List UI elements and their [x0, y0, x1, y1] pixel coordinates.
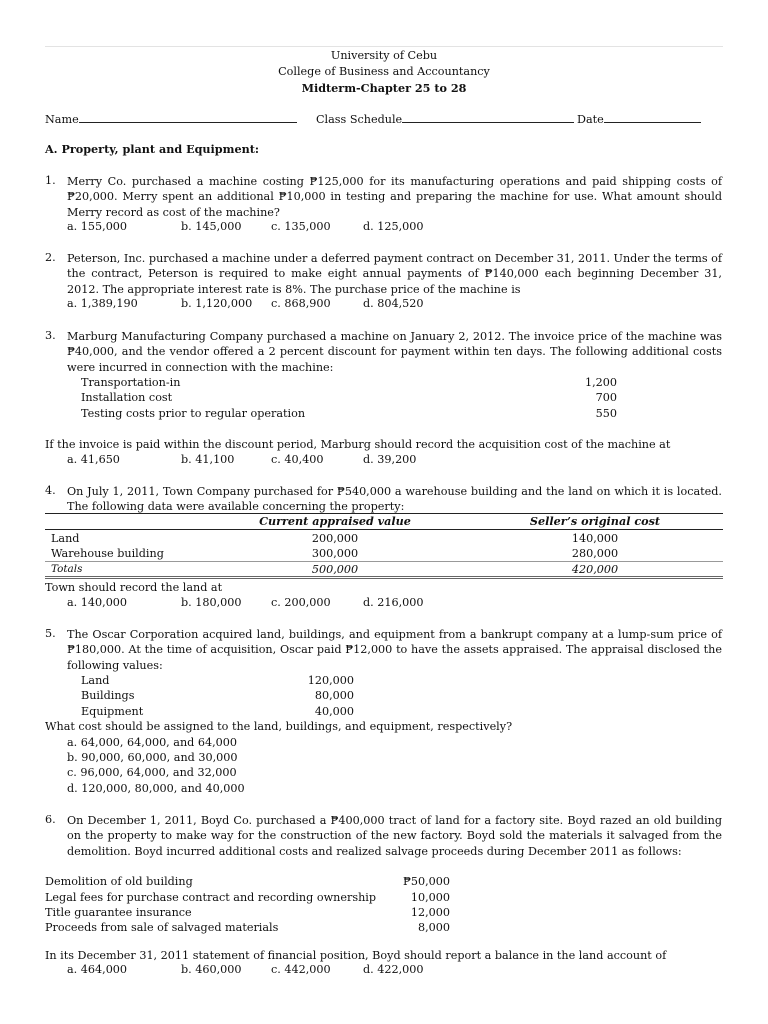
q6-cost-label-3: Title guarantee insurance: [45, 906, 192, 919]
q5-value-label-1: Land: [81, 674, 110, 687]
q6-cost-label-2: Legal fees for purchase contract and recording ownership: [45, 891, 377, 904]
name-blank[interactable]: [79, 111, 297, 123]
q6-option-c[interactable]: c. 442,000: [271, 963, 331, 976]
table-header-original: Seller’s original cost: [529, 514, 661, 528]
q2-option-d[interactable]: d. 804,520: [363, 297, 424, 310]
exam-title: Midterm-Chapter 25 to 28: [301, 81, 467, 95]
q1-number: 1.: [45, 174, 56, 187]
q1-option-c[interactable]: c. 135,000: [271, 220, 331, 233]
q6-options: [67, 963, 453, 976]
q5-option-b[interactable]: b. 90,000, 60,000, and 30,000: [67, 751, 238, 764]
q6-cost-value-1: ₱50,000: [402, 875, 450, 888]
q2-option-b[interactable]: b. 1,120,000: [181, 297, 253, 310]
section-title: A. Property, plant and Equipment:: [45, 142, 260, 156]
q4-option-a[interactable]: a. 140,000: [67, 596, 128, 609]
q3-option-a[interactable]: a. 41,650: [67, 453, 120, 466]
q3-text: Marburg Manufacturing Company purchased a machine on January 2, 2012. The invoice price of the machine was ₱40,000, and the vendor offered a 2 percent discount for payment within ten days. The following additional costs were incurred in connection with the machine:: [67, 330, 722, 374]
q6-number: 6.: [45, 813, 56, 826]
date-label: Date: [577, 113, 604, 126]
schedule-blank[interactable]: [402, 111, 574, 123]
q4-options: [67, 596, 453, 609]
q6-cost-label-1: Demolition of old building: [45, 875, 193, 888]
table-header-rule: [45, 529, 723, 530]
q5-value-label-3: Equipment: [81, 705, 144, 718]
date-blank[interactable]: [604, 111, 701, 123]
q5-value-1: 120,000: [307, 674, 354, 687]
q3-options: [67, 453, 453, 466]
q4-option-b[interactable]: b. 180,000: [181, 596, 242, 609]
q5-option-c[interactable]: c. 96,000, 64,000, and 32,000: [67, 766, 237, 779]
q3-cost-label-3: Testing costs prior to regular operation: [81, 407, 306, 420]
q1-option-b[interactable]: b. 145,000: [181, 220, 242, 233]
q2-number: 2.: [45, 251, 56, 264]
q4-number: 4.: [45, 484, 56, 497]
q1-option-a[interactable]: a. 155,000: [67, 220, 128, 233]
q3-cost-label-1: Transportation-in: [81, 376, 181, 389]
table-total-original: 420,000: [571, 563, 619, 576]
table-row-land-appraised: 200,000: [311, 532, 359, 545]
name-label: Name: [45, 113, 79, 126]
q6-option-a[interactable]: a. 464,000: [67, 963, 128, 976]
q3-option-c[interactable]: c. 40,400: [271, 453, 324, 466]
q1-options: [67, 220, 453, 233]
q3-option-d[interactable]: d. 39,200: [363, 453, 417, 466]
q3-option-b[interactable]: b. 41,100: [181, 453, 235, 466]
q2-text: Peterson, Inc. purchased a machine under a deferred payment contract on December 31, 2011. Under the terms of the contract, Peterson is required to make eight annual payments of ₱140,000 each beginning December 31, 2012. The appropriate interest rate is 8%. The purchase price of the machine is: [67, 252, 722, 296]
table-header-appraised: Current appraised value: [259, 514, 411, 528]
q4-option-c[interactable]: c. 200,000: [271, 596, 331, 609]
q6-text: On December 1, 2011, Boyd Co. purchased a ₱400,000 tract of land for a factory site. Boyd razed an old building on the property to make way for the construction of the new factory. Boyd sold the materials it salvaged from the demolition. Boyd incurred additional costs and realized salvage proceeds during December 2011 as follows:: [67, 814, 722, 858]
q6-option-d[interactable]: d. 422,000: [363, 963, 424, 976]
table-total-label: Totals: [51, 563, 83, 575]
q5-value-3: 40,000: [314, 705, 354, 718]
q5-value-label-2: Buildings: [81, 689, 135, 702]
q2-option-c[interactable]: c. 868,900: [271, 297, 331, 310]
q2-options: [67, 297, 453, 310]
q3-cost-value-1: 1,200: [584, 376, 617, 389]
q2-option-a[interactable]: a. 1,389,190: [67, 297, 138, 310]
college-name: College of Business and Accountancy: [278, 65, 490, 78]
name-field[interactable]: [45, 111, 297, 127]
q3-cost-value-2: 700: [595, 391, 617, 404]
q5-text: The Oscar Corporation acquired land, buildings, and equipment from a bankrupt company at a lump-sum price of ₱180,000. At the time of acquisition, Oscar paid ₱12,000 to have the assets appraised. The appraisal disclosed the following values:: [67, 628, 722, 672]
table-row-building-original: 280,000: [571, 547, 619, 560]
q4-followup: Town should record the land at: [45, 581, 223, 594]
q5-followup: What cost should be assigned to the land, buildings, and equipment, respectively?: [45, 720, 513, 733]
q3-cost-label-2: Installation cost: [81, 391, 173, 404]
table-bottom-rule: [45, 576, 723, 579]
q4-text: On July 1, 2011, Town Company purchased for ₱540,000 a warehouse building and the land on which it is located. The following data were available concerning the property:: [67, 485, 722, 514]
table-total-appraised: 500,000: [311, 563, 359, 576]
university-name: University of Cebu: [330, 49, 438, 62]
q3-followup: If the invoice is paid within the discount period, Marburg should record the acquisition cost of the machine at: [45, 438, 671, 451]
q1-text: Merry Co. purchased a machine costing ₱125,000 for its manufacturing operations and paid shipping costs of ₱20,000. Merry spent an additional ₱10,000 in testing and preparing the machine for use. What amount should Merry record as cost of the machine?: [67, 175, 722, 219]
table-row-building-label: Warehouse building: [51, 547, 164, 560]
q5-option-d[interactable]: d. 120,000, 80,000, and 40,000: [67, 782, 245, 795]
q3-cost-value-3: 550: [595, 407, 617, 420]
table-row-building-appraised: 300,000: [311, 547, 359, 560]
q6-cost-value-2: 10,000: [410, 891, 450, 904]
q6-cost-label-4: Proceeds from sale of salvaged materials: [45, 921, 279, 934]
table-row-land-original: 140,000: [571, 532, 619, 545]
q6-followup: In its December 31, 2011 statement of financial position, Boyd should report a balance in the land account of: [45, 949, 667, 962]
q5-number: 5.: [45, 627, 56, 640]
schedule-label: Class Schedule: [316, 113, 403, 126]
q3-number: 3.: [45, 329, 56, 342]
top-divider: [45, 46, 723, 47]
schedule-field[interactable]: [316, 111, 574, 127]
q6-cost-value-3: 12,000: [410, 906, 450, 919]
q5-value-2: 80,000: [314, 689, 354, 702]
q4-option-d[interactable]: d. 216,000: [363, 596, 424, 609]
q5-option-a[interactable]: a. 64,000, 64,000, and 64,000: [67, 736, 238, 749]
q1-option-d[interactable]: d. 125,000: [363, 220, 424, 233]
q6-cost-value-4: 8,000: [417, 921, 450, 934]
q6-option-b[interactable]: b. 460,000: [181, 963, 242, 976]
date-field[interactable]: [577, 111, 701, 127]
table-row-land-label: Land: [51, 532, 80, 545]
